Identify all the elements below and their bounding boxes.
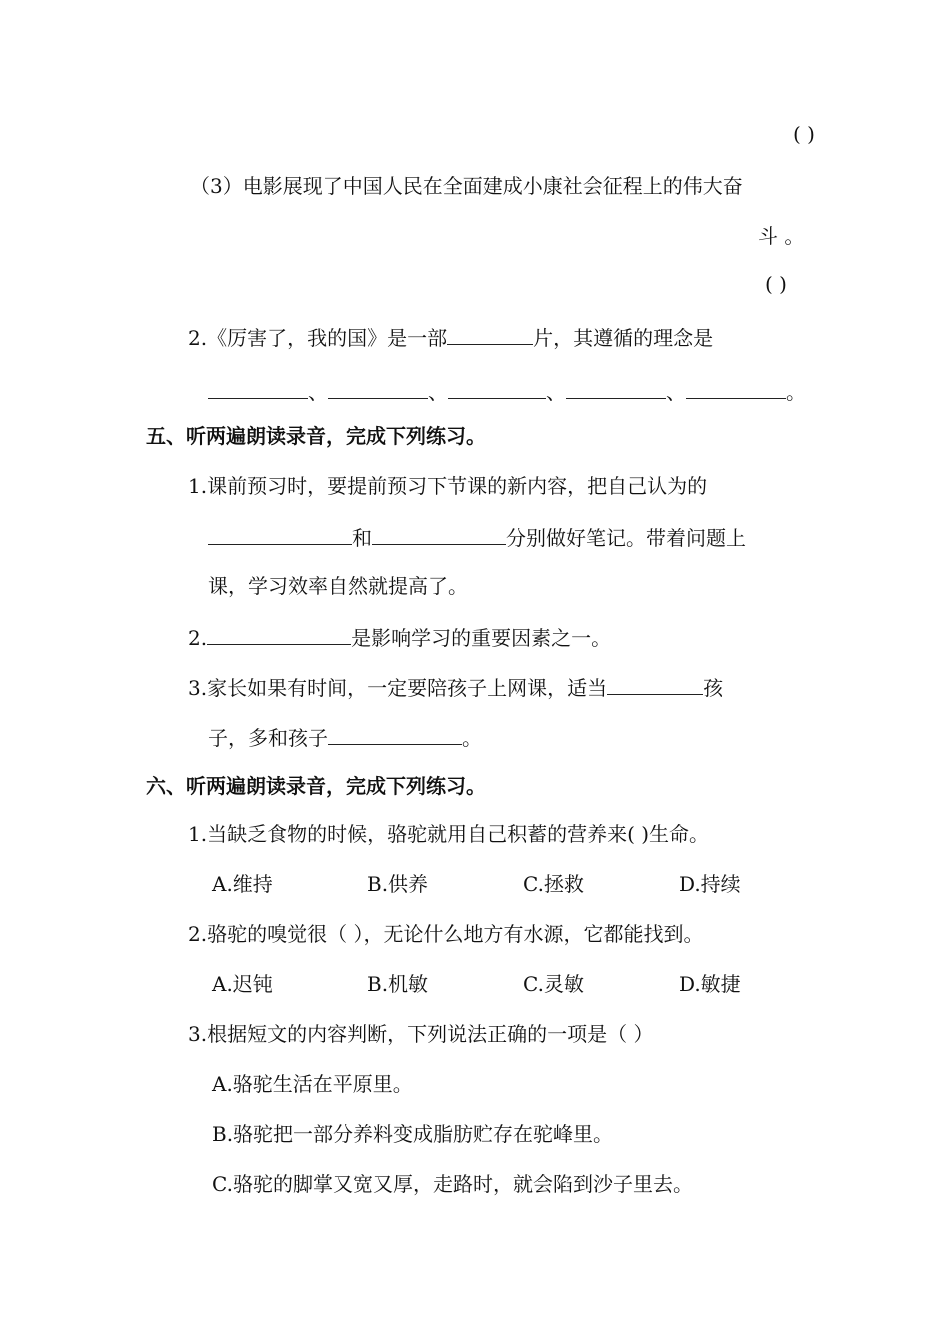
separator: 、 bbox=[308, 380, 328, 404]
s5-question-3-line2 bbox=[208, 722, 482, 752]
separator: 、 bbox=[428, 380, 448, 404]
fill-blank[interactable] bbox=[328, 376, 428, 399]
fill-blank[interactable] bbox=[566, 376, 666, 399]
fill-blank[interactable] bbox=[207, 622, 351, 645]
s6-q2-option-b[interactable]: B.机敏 bbox=[367, 972, 429, 996]
answer-paren-1[interactable]: ( ) bbox=[793, 122, 815, 146]
question-2-suffix: 片，其遵循的理念是 bbox=[533, 326, 714, 350]
s6-q2-option-c[interactable]: C.灵敏 bbox=[523, 972, 584, 996]
s6-q1-option-c[interactable]: C.拯救 bbox=[523, 872, 584, 896]
fill-blank[interactable] bbox=[328, 722, 462, 745]
s5-q3-end: 。 bbox=[462, 726, 482, 750]
fill-blank[interactable] bbox=[447, 322, 533, 345]
section-6-heading: 六、听两遍朗读录音，完成下列练习。 bbox=[146, 774, 486, 798]
s5-q1-after: 分别做好笔记。带着问题上 bbox=[506, 526, 746, 550]
s5-q3-line2-prefix: 子，多和孩子 bbox=[208, 726, 328, 750]
s6-q1-option-a[interactable]: A.维持 bbox=[212, 872, 273, 896]
s6-q3-option-c[interactable]: C.骆驼的脚掌又宽又厚，走路时，就会陷到沙子里去。 bbox=[212, 1172, 693, 1196]
s6-question-3: 3.根据短文的内容判断，下列说法正确的一项是（ ） bbox=[188, 1022, 654, 1046]
s5-question-1-line3: 课，学习效率自然就提高了。 bbox=[208, 574, 468, 598]
s5-q2-prefix: 2. bbox=[188, 626, 208, 650]
fill-blank[interactable] bbox=[208, 522, 352, 545]
answer-paren-2[interactable]: ( ) bbox=[765, 272, 787, 296]
fill-blank[interactable] bbox=[686, 376, 786, 399]
s5-question-1-line1: 1.课前预习时，要提前预习下节课的新内容，把自己认为的 bbox=[188, 474, 708, 498]
fill-blank[interactable] bbox=[448, 376, 546, 399]
question-2-blanks-line bbox=[208, 376, 806, 406]
question-3-continuation: 斗 。 bbox=[758, 224, 805, 248]
s6-question-1: 1.当缺乏食物的时候，骆驼就用自己积蓄的营养来( )生命。 bbox=[188, 822, 710, 846]
s5-q2-suffix: 是影响学习的重要因素之一。 bbox=[351, 626, 612, 650]
question-3-text: （3）电影展现了中国人民在全面建成小康社会征程上的伟大奋 bbox=[190, 174, 743, 198]
section-5-heading: 五、听两遍朗读录音，完成下列练习。 bbox=[146, 424, 486, 448]
s5-question-2 bbox=[188, 622, 611, 652]
question-2-prefix: 2.《厉害了，我的国》是一部 bbox=[188, 326, 448, 350]
s6-q1-option-d[interactable]: D.持续 bbox=[679, 872, 741, 896]
fill-blank[interactable] bbox=[372, 522, 506, 545]
s5-question-3-line1 bbox=[188, 672, 723, 702]
fill-blank[interactable] bbox=[607, 672, 703, 695]
separator: 、 bbox=[666, 380, 686, 404]
fill-blank[interactable] bbox=[208, 376, 308, 399]
s6-question-2: 2.骆驼的嗅觉很（ ），无论什么地方有水源，它都能找到。 bbox=[188, 922, 704, 946]
s5-question-1-line2 bbox=[208, 522, 746, 552]
s5-q3-after: 孩 bbox=[703, 676, 724, 700]
s5-q3-text: 3.家长如果有时间，一定要陪孩子上网课，适当 bbox=[188, 676, 608, 700]
s6-q1-option-b[interactable]: B.供养 bbox=[367, 872, 429, 896]
s6-q2-option-d[interactable]: D.敏捷 bbox=[679, 972, 741, 996]
s6-q2-option-a[interactable]: A.迟钝 bbox=[212, 972, 273, 996]
s6-q3-option-a[interactable]: A.骆驼生活在平原里。 bbox=[212, 1072, 413, 1096]
s6-q3-option-b[interactable]: B.骆驼把一部分养料变成脂肪贮存在驼峰里。 bbox=[212, 1122, 614, 1146]
end-mark: 。 bbox=[786, 380, 806, 404]
separator: 、 bbox=[546, 380, 566, 404]
s5-q1-mid: 和 bbox=[352, 526, 372, 550]
question-2-line1 bbox=[188, 322, 713, 352]
